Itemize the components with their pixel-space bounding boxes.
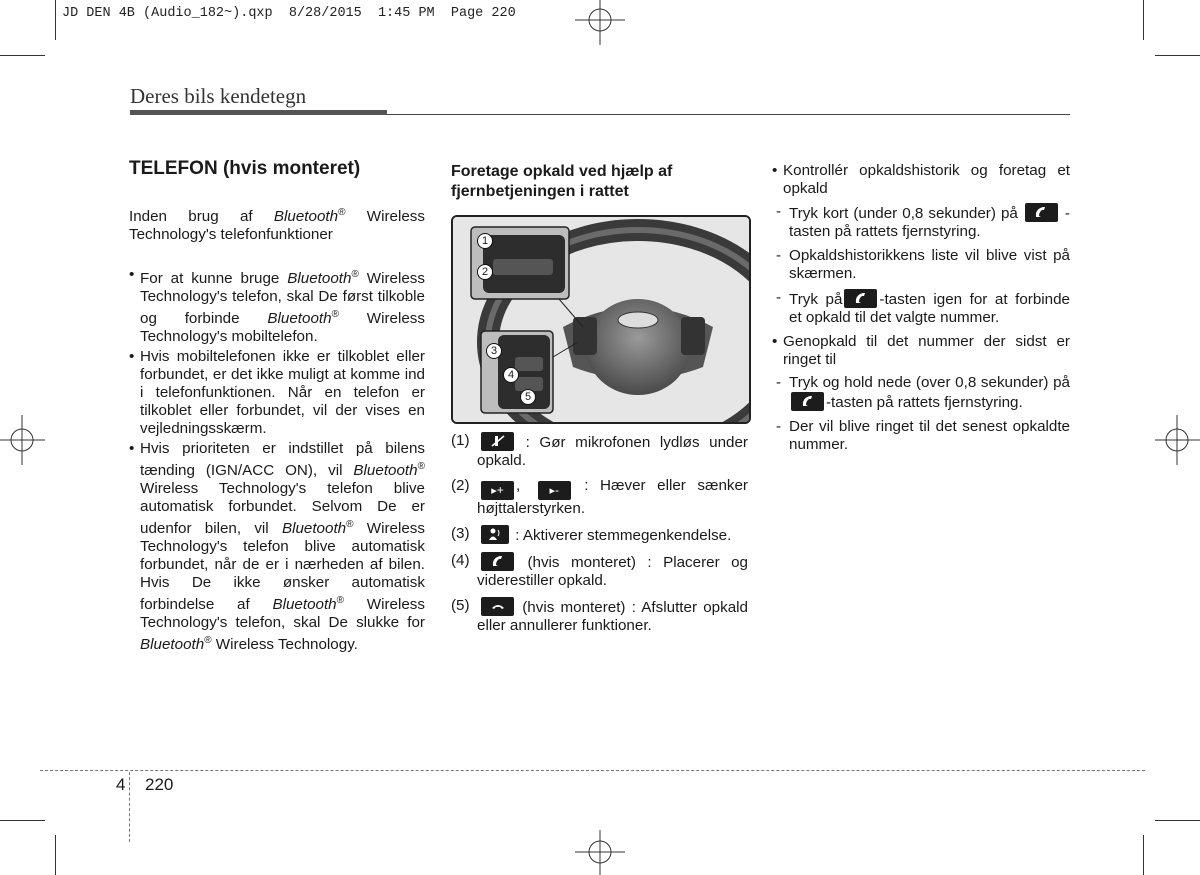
steering-wheel-icon [453,217,749,422]
callout-2: 2 [477,264,493,280]
button-legend [451,432,748,642]
print-slug: JD DEN 4B (Audio_182~).qxp 8/28/2015 1:45 PM Page 220 [62,6,516,21]
list-item: - Tryk på -tasten igen for at forbinde et opkald til det valgte nummer. [772,289,1070,327]
crop-mark [55,835,56,875]
intro-paragraph: Inden brug af Bluetooth® Wireless Technology's telefonfunktioner [129,207,425,244]
list-item: • For at kunne bruge Bluetooth® Wireless Technology's telefon, skal De først tilkoble og forbinde Bluetooth® Wireless Technology's mobiltelefon. [129,266,425,346]
left-column [129,160,425,656]
call-key-icon [791,392,824,411]
steering-wheel-illustration [451,215,751,424]
list-item: • Hvis prioriteten er indstillet på bilens tænding (IGN/ACC ON), vil Bluetooth® Wireless Technology's telefon blive automatisk forbundet. Selvom De er udenfor bilen, vil Bluetooth® Wireless Technology's telefon blive automatisk forbundet, når de er i nærheden af bilen. Hvis De ikke ønsker automatisk forbindelse af Bluetooth® Wireless Technology's telefon, skal De slukke for Bluetooth® Wireless Technology. [129,440,425,654]
list-item: - Der vil blive ringet til det senest opkaldte nummer. [772,418,1070,454]
callout-1: 1 [477,233,493,249]
chapter-title: Deres bils kendetegn [130,84,307,108]
list-item: - Tryk og hold nede (over 0,8 sekunder) på -tasten på rattets fjernstyring. [772,374,1070,412]
page-number: 220 [145,775,174,794]
section-subheading: Foretage opkald ved hjælp af fjernbetjeningen i rattet [451,163,673,200]
list-item: - Opkaldshistorikkens liste vil blive vist på skærmen. [772,247,1070,283]
call-key-icon [481,552,514,571]
crop-mark [55,0,56,40]
crop-mark [1143,835,1144,875]
list-item: - Tryk kort (under 0,8 sekunder) på -tasten på rattets fjernstyring. [772,203,1070,241]
callout-3: 3 [486,343,502,359]
header-rule-accent [130,110,387,115]
list-item: • Genopkald til det nummer der sidst er ringet til [772,333,1070,369]
right-column [772,162,1070,460]
chapter-number: 4 [116,775,126,794]
end-call-key-icon [481,597,514,616]
callout-5: 5 [520,389,536,405]
list-item: (5) (hvis monteret) : Afslutter opkald eller annullerer funktioner. [451,597,748,634]
list-item: (2) ▸+ , ▸- : Hæver eller sænker højttalerstyrken. [451,477,748,517]
crop-mark [1143,0,1144,40]
registration-mark-icon [1155,415,1200,465]
volume-up-key-icon: ▸+ [481,481,514,500]
crop-mark [1155,55,1200,56]
registration-mark-icon [575,830,625,875]
voice-recognition-key-icon [481,525,509,544]
registration-mark-icon [0,415,45,465]
mute-key-icon [481,432,514,451]
volume-down-key-icon: ▸- [538,481,571,500]
list-item: • Kontrollér opkaldshistorik og foretag et opkald [772,162,1070,198]
callout-4: 4 [503,367,519,383]
crop-mark [0,820,45,821]
footer-divider [129,772,130,842]
section-heading: TELEFON (hvis monteret) [129,158,361,179]
call-key-icon [844,289,877,308]
call-key-icon [1025,203,1058,222]
list-item: (3) : Aktiverer stemmegenkendelse. [451,525,732,544]
registration-mark-icon [575,0,625,45]
middle-column [451,162,748,202]
crop-mark [0,55,45,56]
crop-mark [1155,820,1200,821]
list-item: (1) : Gør mikrofonen lydløs under opkald. [451,432,748,469]
list-item: (4) (hvis monteret) : Placerer og viderestiller opkald. [451,552,748,589]
list-item: • Hvis mobiltelefonen ikke er tilkoblet eller forbundet, er det ikke muligt at komme ind i telefonfunktionen. Når en telefon er tilkoblet eller forbundet, vil der vises en vejledningsskærm. [129,348,425,438]
footer-rule [40,770,1145,771]
